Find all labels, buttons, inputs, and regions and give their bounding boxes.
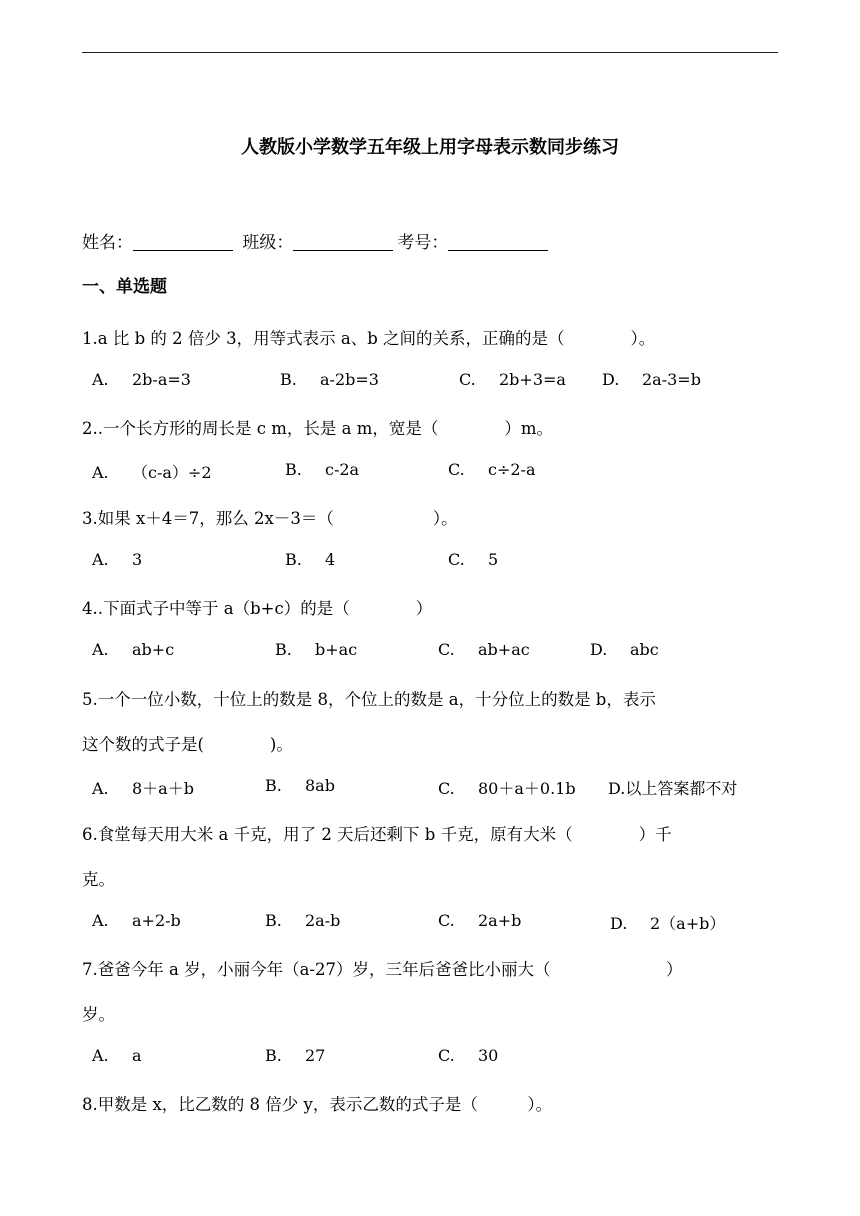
question-4: 4..下面式子中等于 a（b+c）的是（ ）: [82, 599, 433, 618]
question-4-options: [92, 640, 792, 664]
option-c[interactable]: C. 2b+3=a: [459, 370, 566, 389]
class-label: 班级：: [242, 233, 294, 253]
question-6-options: [92, 911, 792, 935]
question-1: 1.a 比 b 的 2 倍少 3，用等式表示 a、b 之间的关系，正确的是（ ）。: [82, 329, 656, 348]
question-3: 3.如果 x＋4＝7，那么 2x－3＝（ ）。: [82, 509, 458, 528]
page-title: 人教版小学数学五年级上用字母表示数同步练习: [241, 137, 619, 158]
option-d[interactable]: D.以上答案都不对: [608, 779, 738, 798]
option-a[interactable]: A. 3: [92, 550, 143, 569]
student-info-row: [82, 228, 552, 253]
option-c[interactable]: C. c÷2-a: [448, 460, 536, 479]
question-7-line-2: 岁。: [82, 1005, 115, 1024]
question-7-options: [92, 1046, 792, 1070]
option-b[interactable]: B. b+ac: [275, 640, 358, 659]
question-5-options: [92, 776, 792, 800]
option-a[interactable]: A. 2b-a=3: [92, 370, 191, 389]
question-8: 8.甲数是 x，比乙数的 8 倍少 y，表示乙数的式子是（ ）。: [82, 1095, 553, 1114]
question-2: 2..一个长方形的周长是 c m，长是 a m，宽是（ ）m。: [82, 419, 553, 438]
class-blank[interactable]: [293, 234, 393, 251]
id-label: 考号：: [397, 233, 449, 253]
option-a[interactable]: A. a+2-b: [92, 911, 181, 930]
option-a[interactable]: A. （c-a）÷2: [92, 463, 212, 482]
option-d[interactable]: D. abc: [590, 640, 659, 659]
option-b[interactable]: B. 27: [265, 1046, 326, 1065]
name-blank[interactable]: [133, 234, 233, 251]
question-2-options: [92, 460, 792, 484]
section-heading: 一、单选题: [82, 277, 167, 297]
option-d[interactable]: D. 2a-3=b: [602, 370, 701, 389]
id-blank[interactable]: [448, 234, 548, 251]
option-a[interactable]: A. 8＋a＋b: [92, 779, 194, 798]
question-6-line-2: 克。: [82, 870, 115, 889]
option-b[interactable]: B. 8ab: [265, 776, 335, 795]
option-c[interactable]: C. 5: [448, 550, 499, 569]
option-b[interactable]: B. 2a-b: [265, 911, 341, 930]
option-a[interactable]: A. ab+c: [92, 640, 175, 659]
option-c[interactable]: C. 2a+b: [438, 911, 522, 930]
option-b[interactable]: B. a-2b=3: [280, 370, 379, 389]
option-c[interactable]: C. ab+ac: [438, 640, 530, 659]
name-label: 姓名：: [82, 233, 133, 253]
question-6-line-1: 6.食堂每天用大米 a 千克，用了 2 天后还剩下 b 千克，原有大米（ ）千: [82, 825, 672, 844]
question-5-line-2: 这个数的式子是( )。: [82, 735, 293, 754]
question-7-line-1: 7.爸爸今年 a 岁，小丽今年（a-27）岁，三年后爸爸比小丽大（ ）: [82, 960, 683, 979]
option-a[interactable]: A. a: [92, 1046, 142, 1065]
option-b[interactable]: B. c-2a: [285, 460, 360, 479]
option-c[interactable]: C. 30: [438, 1046, 499, 1065]
option-c[interactable]: C. 80＋a＋0.1b: [438, 779, 576, 798]
question-3-options: [92, 550, 792, 574]
option-b[interactable]: B. 4: [285, 550, 336, 569]
question-5-line-1: 5.一个一位小数，十位上的数是 8，个位上的数是 a，十分位上的数是 b，表示: [82, 690, 656, 709]
header-rule: [82, 52, 778, 53]
question-1-options: [92, 370, 792, 394]
option-d[interactable]: D. 2（a+b）: [610, 914, 726, 933]
